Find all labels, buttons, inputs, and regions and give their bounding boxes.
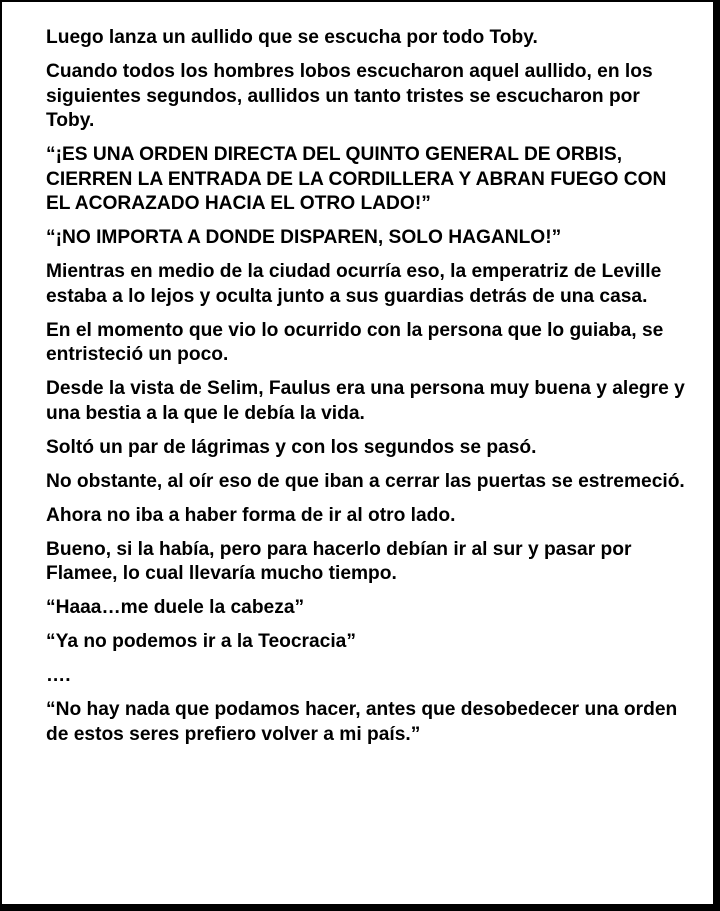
paragraph: …. (46, 665, 71, 686)
paragraph: Desde la vista de Selim, Faulus era una persona muy buena y alegre y una bestia a la que le debía la vida. (46, 378, 685, 424)
paragraph: Cuando todos los hombres lobos escucharon aquel aullido, en los siguientes segundos, aullidos un tanto tristes se escucharon por Toby. (46, 61, 653, 131)
paragraph: “No hay nada que podamos hacer, antes que desobedecer una orden de estos seres prefiero volver a mi país.” (46, 699, 678, 745)
paragraph: “Haaa…me duele la cabeza” (46, 597, 305, 618)
document-body (46, 26, 686, 757)
paragraph: Luego lanza un aullido que se escucha por todo Toby. (46, 27, 538, 48)
paragraph: “¡NO IMPORTA A DONDE DISPAREN, SOLO HAGANLO!” (46, 227, 562, 248)
paragraph: “¡ES UNA ORDEN DIRECTA DEL QUINTO GENERAL DE ORBIS, CIERREN LA ENTRADA DE LA CORDILLERA Y ABRAN FUEGO CON EL ACORAZADO HACIA EL OTRO LADO!” (46, 144, 667, 214)
paragraph: Mientras en medio de la ciudad ocurría eso, la emperatriz de Leville estaba a lo lejos y oculta junto a sus guardias detrás de una casa. (46, 261, 662, 307)
paragraph: Soltó un par de lágrimas y con los segundos se pasó. (46, 436, 537, 458)
paragraph: En el momento que vio lo ocurrido con la persona que lo guiaba, se entristeció un poco. (46, 319, 664, 365)
paragraph: No obstante, al oír eso de que iban a cerrar las puertas se estremeció. (46, 470, 685, 492)
document-page (2, 2, 713, 904)
paragraph: Bueno, si la había, pero para hacerlo debían ir al sur y pasar por Flamee, lo cual llevaría mucho tiempo. (46, 538, 632, 584)
paragraph: “Ya no podemos ir a la Teocracia” (46, 631, 356, 652)
paragraph: Ahora no iba a haber forma de ir al otro lado. (46, 504, 456, 526)
